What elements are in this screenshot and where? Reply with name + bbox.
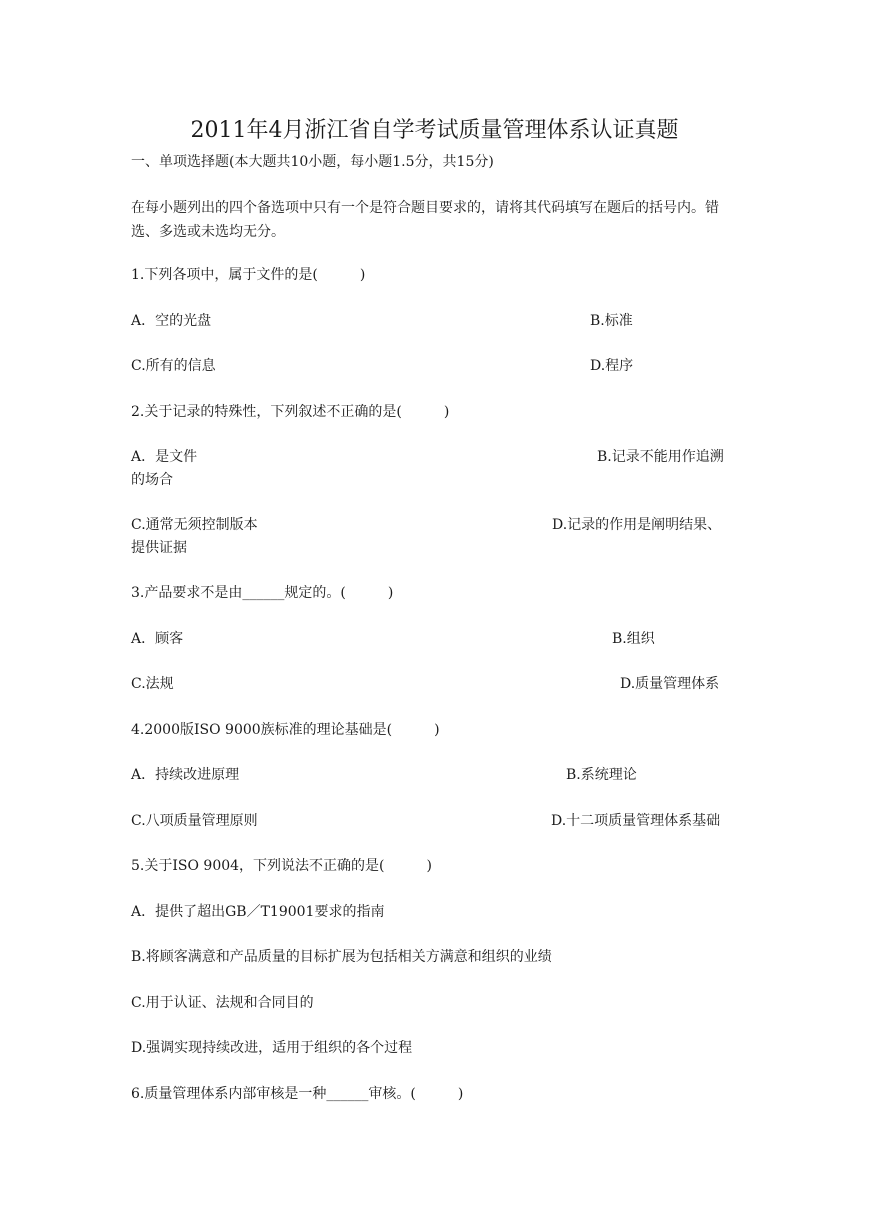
question-4-option-b: B.系统理论 [566,767,637,783]
question-1-stem: 1.下列各项中，属于文件的是( ) [131,267,366,283]
question-3-option-b: B.组织 [612,631,655,647]
question-2-option-a: A．是文件 [131,449,198,465]
question-5-option-d: D.强调实现持续改进，适用于组织的各个过程 [131,1040,413,1056]
page-title: 2011年4月浙江省自学考试质量管理体系认证真题 [190,118,679,143]
question-4-option-a: A．持续改进原理 [131,767,240,783]
question-2-stem: 2.关于记录的特殊性，下列叙述不正确的是( ) [131,404,450,420]
question-5-stem: 5.关于ISO 9004，下列说法不正确的是( ) [131,858,432,874]
question-3-stem: 3.产品要求不是由______规定的。( ) [131,585,394,601]
question-2-option-b-line1: B.记录不能用作追溯 [597,449,724,465]
question-5-option-b: B.将顾客满意和产品质量的目标扩展为包括相关方满意和组织的业绩 [131,949,552,965]
question-3-option-c: C.法规 [131,676,174,692]
question-5-option-a: A．提供了超出GB／T19001要求的指南 [131,904,385,920]
question-1-option-d: D.程序 [590,358,634,374]
question-2-option-d-line2: 提供证据 [131,540,187,556]
question-2-option-c: C.通常无须控制版本 [131,517,258,533]
question-4-stem: 4.2000版ISO 9000族标准的理论基础是( ) [131,722,440,738]
question-2-option-b-line2: 的场合 [131,472,173,488]
question-3-option-d: D.质量管理体系 [620,676,720,692]
question-3-option-a: A．顾客 [131,631,184,647]
question-1-option-b: B.标准 [590,313,633,329]
section-heading: 一、单项选择题(本大题共10小题，每小题1.5分，共15分) [131,154,494,170]
question-2-option-d-line1: D.记录的作用是阐明结果、 [552,517,722,533]
question-1-option-c: C.所有的信息 [131,358,216,374]
instructions: 在每小题列出的四个备选项中只有一个是符合题目要求的，请将其代码填写在题后的括号内。错选、多选或未选均无分。 [131,200,719,240]
question-6-stem: 6.质量管理体系内部审核是一种______审核。( ) [131,1086,464,1102]
question-4-option-d: D.十二项质量管理体系基础 [551,813,721,829]
question-4-option-c: C.八项质量管理原则 [131,813,258,829]
question-5-option-c: C.用于认证、法规和合同目的 [131,995,314,1011]
question-1-option-a: A．空的光盘 [131,313,212,329]
